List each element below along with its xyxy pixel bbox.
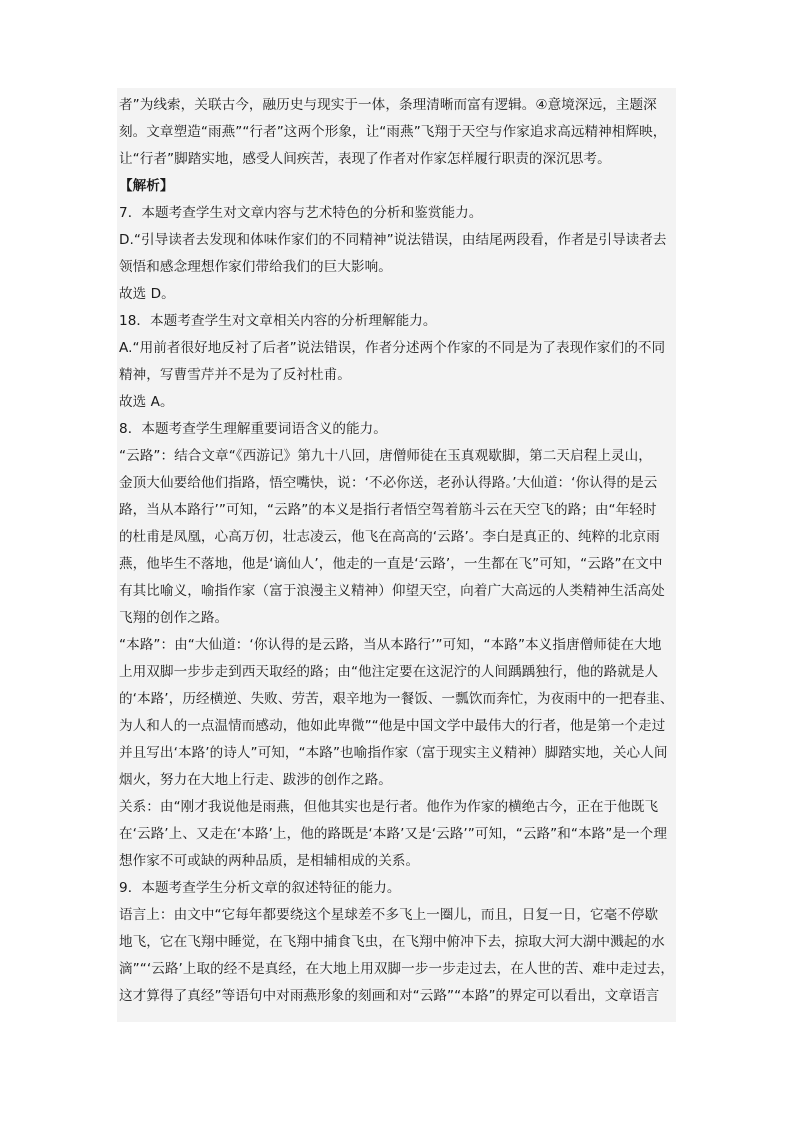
text-line: 并且写出‘本路’的诗人”可知，“本路”也喻指作家（富于现实主义精神）脚踏实地，关心人间 xyxy=(119,745,668,761)
text-line: 关系：由“刚才我说他是雨燕，但他其实也是行者。他作为作家的横绝古今，正在于他既飞 xyxy=(119,799,659,815)
text-line: 这才算得了真经”等语句中对雨燕形象的刻画和对“云路”“本路”的界定可以看出，文章语言 xyxy=(119,988,660,1004)
text-line: “本路”：由“大仙道：‘你认得的是云路，当从本路行’”可知，“本路”本义指唐僧师徒在大地 xyxy=(119,637,662,653)
text-line: 想作家不可或缺的两种品质，是相辅相成的关系。 xyxy=(119,853,420,869)
text-line: 滴”“‘云路’上取的经不是真经，在大地上用双脚一步一步走过去，在人世的苦、难中走过去， xyxy=(119,961,675,977)
text-line: 的‘本路’，历经横逆、失败、劳苦，艰辛地为一餐饭、一瓢饮而奔忙，为夜雨中的一把春韭、 xyxy=(119,691,674,707)
question-heading: 7．本题考查学生对文章内容与艺术特色的分析和鉴赏能力。 xyxy=(119,205,483,221)
text-line: 金顶大仙要给他们指路，悟空嘴快，说：‘不必你送，老孙认得路。’大仙道：‘你认得的是云 xyxy=(119,475,658,491)
document-page xyxy=(117,88,676,1022)
answer-line: 故选 D。 xyxy=(119,286,175,302)
text-line: 刻。文章塑造“雨燕”“行者”这两个形象，让“雨燕”飞翔于天空与作家追求高远精神相辉映， xyxy=(119,124,667,140)
text-line: 地飞，它在飞翔中睡觉，在飞翔中捕食飞虫，在飞翔中俯冲下去，掠取大河大湖中溅起的水 xyxy=(119,934,665,950)
answer-line: 故选 A。 xyxy=(119,394,174,410)
text-line: 在‘云路’上、又走在‘本路’上，他的路既是‘本路’又是‘云路’”可知，“云路”和“本路”是一个理 xyxy=(119,826,667,842)
text-line: 语言上：由文中“它每年都要绕这个星球差不多飞上一圈儿，而且，日复一日，它毫不停歇 xyxy=(119,907,659,923)
text-line: 飞翔的创作之路。 xyxy=(119,610,229,626)
text-line: 路，当从本路行’”可知，“云路”的本义是指行者悟空驾着筋斗云在天空飞的路；由“年轻时 xyxy=(119,502,657,518)
text-line: 烟火，努力在大地上行走、跋涉的创作之路。 xyxy=(119,772,392,788)
text-line: 为人和人的一点温情而感动，他如此卑微”“他是中国文学中最伟大的行者，他是第一个走过 xyxy=(119,718,666,734)
text-line: 有其比喻义，喻指作家（富于浪漫主义精神）仰望天空，向着广大高远的人类精神生活高处 xyxy=(119,583,665,599)
text-line: 上用双脚一步步走到西天取经的路；由“他注定要在这泥泞的人间踽踽独行，他的路就是人 xyxy=(119,664,659,680)
text-line: 领悟和感念理想作家们带给我们的巨大影响。 xyxy=(119,259,392,275)
question-heading: 9．本题考查学生分析文章的叙述特征的能力。 xyxy=(119,880,401,896)
text-line: 燕，他毕生不落地，他是‘谪仙人’，他走的一直是‘云路’，一生都在飞”可知，“云路”在文中 xyxy=(119,556,663,572)
question-heading: 8．本题考查学生理解重要词语含义的能力。 xyxy=(119,421,387,437)
text-line: 者”为线索，关联古今，融历史与现实于一体，条理清晰而富有逻辑。④意境深远，主题深 xyxy=(119,97,657,113)
question-heading: 18．本题考查学生对文章相关内容的分析理解能力。 xyxy=(119,313,437,329)
text-line: A.“用前者很好地反衬了后者”说法错误，作者分述两个作家的不同是为了表现作家们的不同 xyxy=(119,340,666,356)
text-line: 的杜甫是凤凰，心高万仞，壮志凌云，他飞在高高的‘云路’。李白是真正的、纯粹的北京雨 xyxy=(119,529,660,545)
text-line: D.“引导读者去发现和体味作家们的不同精神”说法错误，由结尾两段看，作者是引导读者去 xyxy=(119,232,667,248)
text-line: 精神，写曹雪芹并不是为了反衬杜甫。 xyxy=(119,367,351,383)
text-line: 让“行者”脚踏实地，感受人间疾苦，表现了作者对作家怎样履行职责的深沉思考。 xyxy=(119,151,611,167)
section-heading: 【解析】 xyxy=(119,178,174,194)
text-line: “云路”：结合文章“《西游记》第九十八回，唐僧师徒在玉真观歇脚，第二天启程上灵山， xyxy=(119,448,652,464)
